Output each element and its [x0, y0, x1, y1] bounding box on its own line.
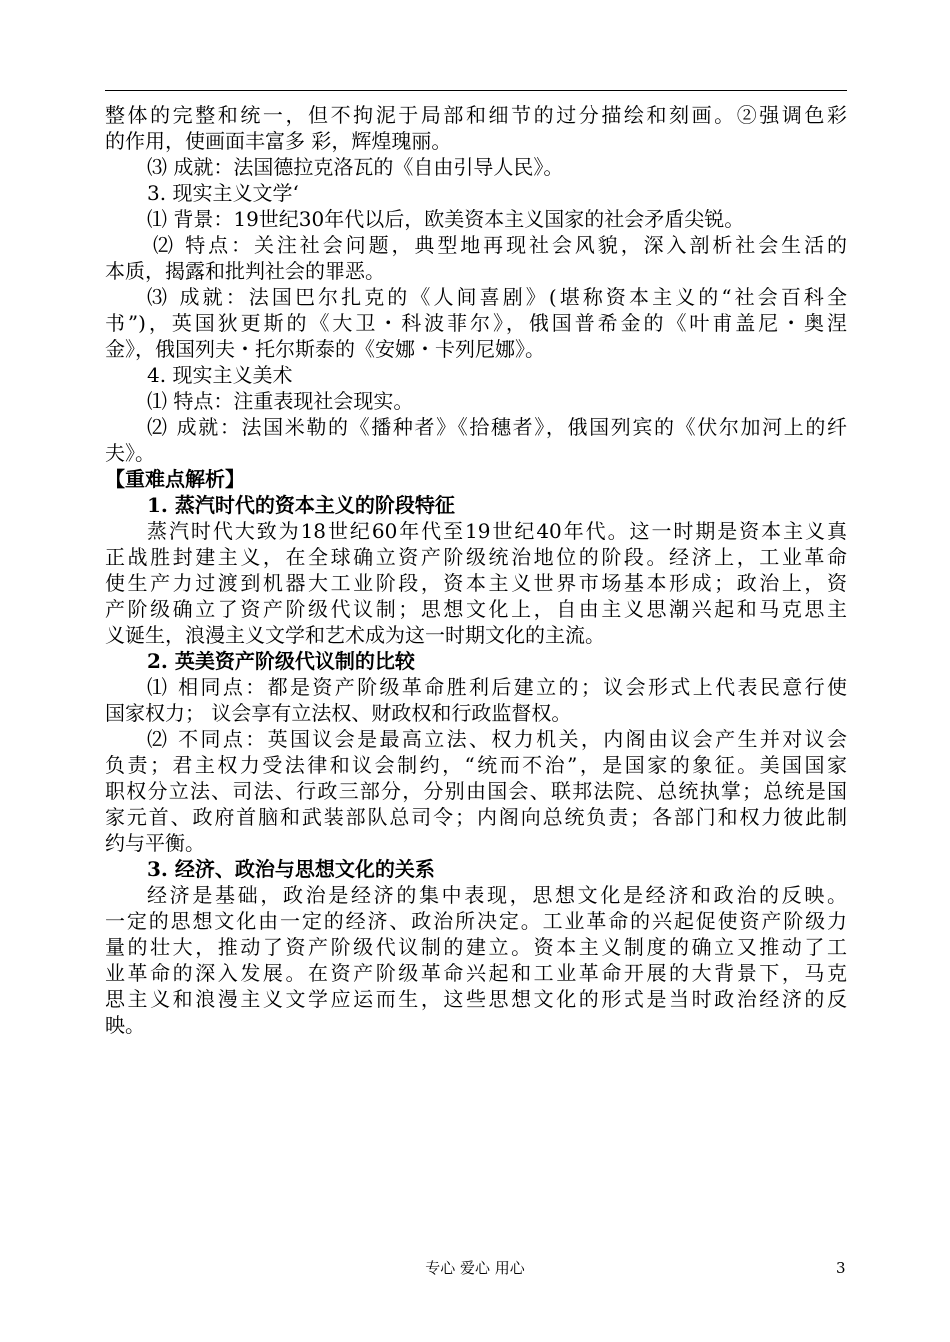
body-line: 蒸汽时代大致为18世纪60年代至19世纪40年代。这一时期是资本主义真 — [147, 519, 847, 543]
body-line: ⑶ 成就：法国德拉克洛瓦的《自由引导人民》。 — [147, 155, 564, 179]
body-line: 负责；君主权力受法律和议会制约，“统而不治”，是国家的象征。美国国家 — [105, 753, 847, 777]
body-line: 夫》。 — [105, 441, 155, 465]
page-number: 3 — [836, 1259, 846, 1277]
body-line: 映。 — [105, 1013, 145, 1037]
body-line: 的作用，使画面丰富多 彩，辉煌瑰丽。 — [105, 129, 452, 153]
body-line: 约与平衡。 — [105, 831, 205, 855]
body-line: 经济是基础，政治是经济的集中表现，思想文化是经济和政治的反映。 — [147, 883, 847, 907]
body-line: 思主义和浪漫主义文学应运而生，这些思想文化的形式是当时政治经济的反 — [105, 987, 847, 1011]
subsection-heading: 1. 蒸汽时代的资本主义的阶段特征 — [147, 493, 455, 517]
body-line: 使生产力过渡到机器大工业阶段，资本主义世界市场基本形成；政治上，资 — [105, 571, 847, 595]
body-line: 3. 现实主义文学‘ — [147, 181, 299, 205]
body-line: 整体的完整和统一，但不拘泥于局部和细节的过分描绘和刻画。②强调色彩 — [105, 103, 847, 127]
body-line: ⑴ 相同点：都是资产阶级革命胜利后建立的；议会形式上代表民意行使 — [147, 675, 847, 699]
body-line: ⑴ 背景：19世纪30年代以后，欧美资本主义国家的社会矛盾尖锐。 — [147, 207, 745, 231]
subsection-heading: 3. 经济、政治与思想文化的关系 — [147, 857, 435, 881]
body-line: 正战胜封建主义，在全球确立资产阶级统治地位的阶段。经济上，工业革命 — [105, 545, 847, 569]
body-line: 家元首、政府首脑和武装部队总司令；内阁向总统负责；各部门和权力彼此制 — [105, 805, 847, 829]
body-line: 职权分立法、司法、行政三部分，分别由国会、联邦法院、总统执掌；总统是国 — [105, 779, 847, 803]
body-line: 量的壮大，推动了资产阶级代议制的建立。资本主义制度的确立又推动了工 — [105, 935, 847, 959]
body-line: 业革命的深入发展。在资产阶级革命兴起和工业革命开展的大背景下，马克 — [105, 961, 847, 985]
page-footer — [0, 1257, 950, 1279]
body-line: ⑵ 成就：法国米勒的《播种者》《拾穗者》，俄国列宾的《伏尔加河上的纤 — [147, 415, 847, 439]
header-rule — [105, 90, 847, 91]
body-line: 4. 现实主义美术 — [147, 363, 293, 387]
body-line: 一定的思想文化由一定的经济、政治所决定。工业革命的兴起促使资产阶级力 — [105, 909, 847, 933]
document-body — [105, 102, 847, 1038]
body-line: 金》，俄国列夫・托尔斯泰的《安娜・卡列尼娜》。 — [105, 337, 545, 361]
body-line: 本质，揭露和批判社会的罪恶。 — [105, 259, 385, 283]
body-line: 产阶级确立了资产阶级代议制；思想文化上，自由主义思潮兴起和马克思主 — [105, 597, 847, 621]
body-line: 国家权力； 议会享有立法权、财政权和行政监督权。 — [105, 701, 572, 725]
body-line: 义诞生，浪漫主义文学和艺术成为这一时期文化的主流。 — [105, 623, 605, 647]
body-line: 书”)，英国狄更斯的《大卫・科波菲尔》，俄国普希金的《叶甫盖尼・奥涅 — [105, 311, 847, 335]
footer-motto: 专心 爱心 用心 — [425, 1259, 525, 1277]
subsection-heading: 2. 英美资产阶级代议制的比较 — [147, 649, 415, 673]
section-heading: 【重难点解析】 — [105, 467, 245, 491]
body-line: ⑶ 成就：法国巴尔扎克的《人间喜剧》(堪称资本主义的“社会百科全 — [147, 285, 847, 309]
body-line: ⑴ 特点：注重表现社会现实。 — [147, 389, 414, 413]
body-line: ⑵ 特点：关注社会问题，典型地再现社会风貌，深入剖析社会生活的 — [153, 233, 847, 257]
body-line: ⑵ 不同点：英国议会是最高立法、权力机关，内阁由议会产生并对议会 — [147, 727, 847, 751]
